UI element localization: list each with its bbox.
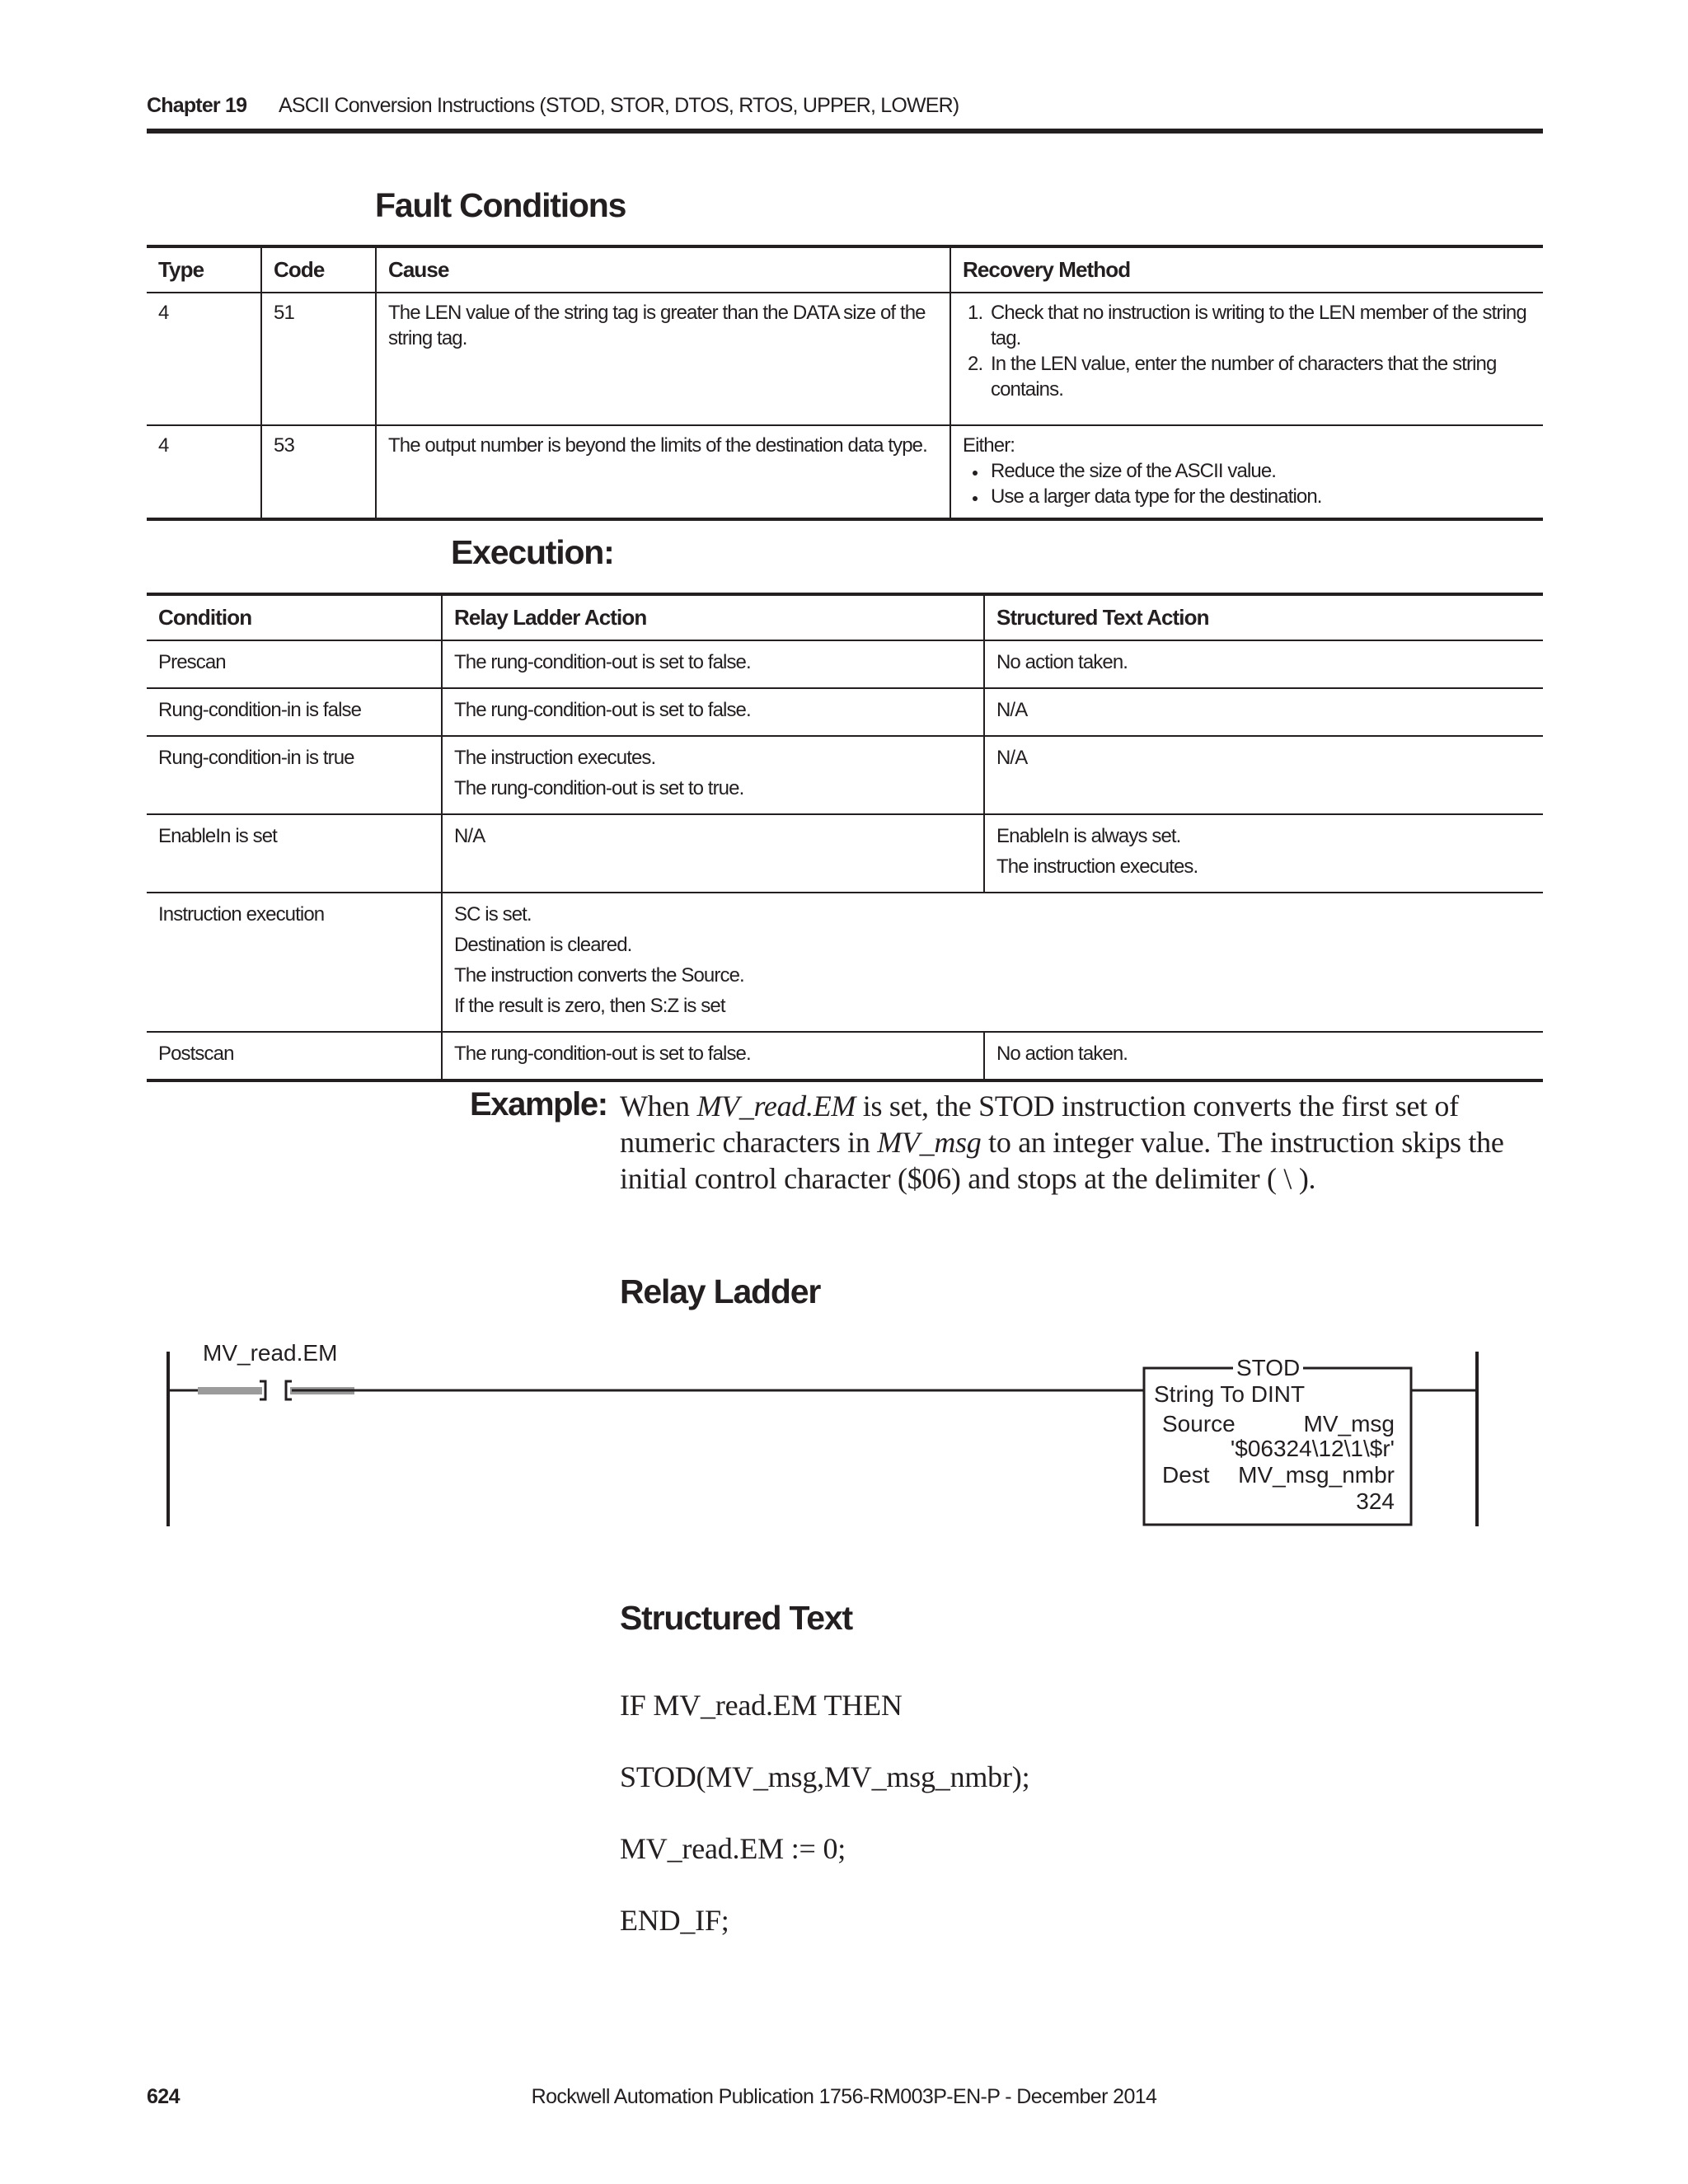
page-header bbox=[147, 92, 1543, 134]
cell-line: SC is set. bbox=[454, 903, 532, 926]
relay-action-cell: The rung-condition-out is set to false. bbox=[442, 688, 984, 736]
relay-action-cell: N/A bbox=[442, 814, 984, 893]
column-header-recovery: Recovery Method bbox=[950, 246, 1543, 293]
cell-line: The instruction converts the Source. bbox=[454, 964, 744, 987]
list-item: • Use a larger data type for the destination. bbox=[987, 484, 1531, 509]
relay-action-cell: The rung-condition-out is set to false. bbox=[442, 640, 984, 688]
column-header-code: Code bbox=[261, 246, 376, 293]
cell-line: The instruction executes. bbox=[454, 747, 656, 769]
table-header-row bbox=[147, 246, 1543, 293]
example-label: Example: bbox=[470, 1086, 607, 1122]
condition-cell: Prescan bbox=[147, 640, 442, 688]
table-row bbox=[147, 293, 1543, 425]
recovery-steps-list bbox=[963, 300, 1531, 402]
code-line: MV_read.EM := 0; bbox=[620, 1832, 846, 1865]
relay-action-cell bbox=[442, 736, 984, 814]
fault-type: 4 bbox=[147, 425, 261, 519]
stod-block-name: STOD bbox=[1233, 1355, 1303, 1381]
fault-cause: The LEN value of the string tag is greater than the DATA size of the string tag. bbox=[376, 293, 950, 425]
table-row bbox=[147, 1032, 1543, 1080]
st-action-cell: N/A bbox=[984, 688, 1543, 736]
code-line: STOD(MV_msg,MV_msg_nmbr); bbox=[620, 1760, 1030, 1793]
condition-cell: Postscan bbox=[147, 1032, 442, 1080]
cell-line: Destination is cleared. bbox=[454, 934, 632, 956]
page-number: 624 bbox=[147, 2085, 180, 2108]
example-tag: MV_read.EM bbox=[696, 1090, 856, 1122]
example-text-part: When bbox=[620, 1090, 697, 1122]
column-header-cause: Cause bbox=[376, 246, 950, 293]
column-header-condition: Condition bbox=[147, 594, 442, 640]
condition-cell: Instruction execution bbox=[147, 893, 442, 1032]
table-row bbox=[147, 893, 1543, 1032]
merged-action-cell bbox=[442, 893, 1543, 1032]
fault-conditions-title: Fault Conditions bbox=[375, 186, 626, 224]
table-row bbox=[147, 640, 1543, 688]
st-action-cell: N/A bbox=[984, 736, 1543, 814]
condition-cell: Rung-condition-in is false bbox=[147, 688, 442, 736]
source-label: Source bbox=[1162, 1411, 1236, 1436]
list-item: • Reduce the size of the ASCII value. bbox=[987, 458, 1531, 484]
table-row bbox=[147, 814, 1543, 893]
relay-ladder-diagram bbox=[148, 1335, 1500, 1525]
publication-info: Rockwell Automation Publication 1756-RM003P-EN-P - December 2014 bbox=[531, 2085, 1157, 2108]
fault-recovery bbox=[950, 425, 1543, 519]
recovery-intro: Either: bbox=[963, 434, 1015, 457]
code-line: IF MV_read.EM THEN bbox=[620, 1689, 903, 1722]
chapter-title: ASCII Conversion Instructions (STOD, STOR, DTOS, RTOS, UPPER, LOWER) bbox=[279, 94, 959, 117]
relay-ladder-title: Relay Ladder bbox=[620, 1272, 821, 1310]
st-action-cell: No action taken. bbox=[984, 640, 1543, 688]
cell-line: The rung-condition-out is set to true. bbox=[454, 777, 744, 799]
chapter-label: Chapter 19 bbox=[147, 94, 247, 117]
structured-text-title: Structured Text bbox=[620, 1599, 852, 1637]
stod-block-description: String To DINT bbox=[1154, 1381, 1306, 1407]
cell-line: EnableIn is always set. bbox=[996, 825, 1181, 847]
fault-cause: The output number is beyond the limits of the destination data type. bbox=[376, 425, 950, 519]
dest-value: 324 bbox=[1356, 1488, 1395, 1514]
table-row bbox=[147, 425, 1543, 519]
fault-code: 51 bbox=[261, 293, 376, 425]
column-header-st-action: Structured Text Action bbox=[984, 594, 1543, 640]
example-text bbox=[620, 1088, 1526, 1197]
example-text-part: is set, the STOD instruction converts the first set of numeric characters in bbox=[620, 1090, 1459, 1159]
dest-tag: MV_msg_nmbr bbox=[1238, 1462, 1395, 1488]
st-action-cell bbox=[984, 814, 1543, 893]
list-item: 1. Check that no instruction is writing to the LEN member of the string tag. bbox=[987, 300, 1531, 351]
recovery-bullets-list bbox=[963, 458, 1531, 509]
source-tag: MV_msg bbox=[1303, 1411, 1395, 1436]
list-item: 2. In the LEN value, enter the number of characters that the string contains. bbox=[987, 351, 1531, 402]
table-row bbox=[147, 736, 1543, 814]
condition-cell: EnableIn is set bbox=[147, 814, 442, 893]
execution-title: Execution: bbox=[451, 533, 614, 571]
tag-underline-highlight bbox=[198, 1387, 262, 1394]
example-text-part: to an integer value. The instruction skips the initial control character ($06) and stops at the delimiter ( \ ). bbox=[620, 1126, 1504, 1195]
column-header-relay-action: Relay Ladder Action bbox=[442, 594, 984, 640]
code-line: END_IF; bbox=[620, 1904, 729, 1937]
execution-table bbox=[147, 593, 1543, 1082]
st-action-cell: No action taken. bbox=[984, 1032, 1543, 1080]
fault-conditions-table bbox=[147, 245, 1543, 521]
column-header-type: Type bbox=[147, 246, 261, 293]
fault-recovery bbox=[950, 293, 1543, 425]
example-tag: MV_msg bbox=[877, 1126, 982, 1159]
cell-line: The instruction executes. bbox=[996, 855, 1198, 878]
source-value: '$06324\12\1\$r' bbox=[1230, 1436, 1395, 1461]
fault-code: 53 bbox=[261, 425, 376, 519]
relay-action-cell: The rung-condition-out is set to false. bbox=[442, 1032, 984, 1080]
dest-label: Dest bbox=[1162, 1462, 1210, 1488]
cell-line: If the result is zero, then S:Z is set bbox=[454, 995, 725, 1017]
table-header-row bbox=[147, 594, 1543, 640]
contact-tag-label: MV_read.EM bbox=[203, 1340, 338, 1366]
condition-cell: Rung-condition-in is true bbox=[147, 736, 442, 814]
fault-type: 4 bbox=[147, 293, 261, 425]
table-row bbox=[147, 688, 1543, 736]
